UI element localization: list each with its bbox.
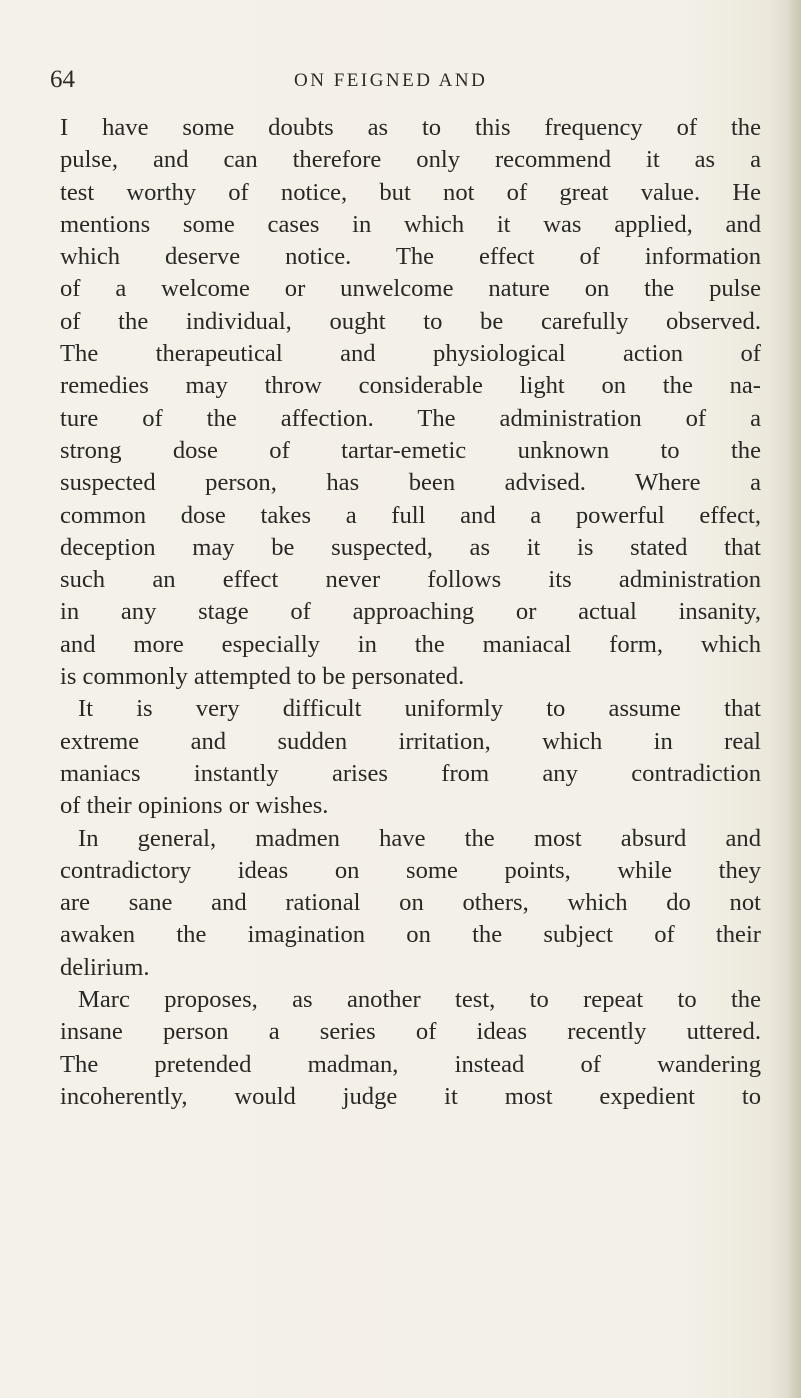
text-line: test worthy of notice, but not of great value. He xyxy=(60,178,761,206)
text-line: incoherently, would judge it most expedient to xyxy=(60,1082,761,1110)
text-line: is commonly attempted to be personated. xyxy=(60,663,465,691)
text-line: which deserve notice. The effect of information xyxy=(60,243,761,271)
running-head: ON FEIGNED AND xyxy=(294,70,488,91)
text-line: remedies may throw considerable light on the na- xyxy=(60,372,761,400)
text-line: common dose takes a full and a powerful effect, xyxy=(60,501,761,529)
body-text xyxy=(60,112,761,1113)
text-line: suspected person, has been advised. Where a xyxy=(60,469,761,497)
text-line: ture of the affection. The administration of a xyxy=(60,404,761,432)
text-line: delirium. xyxy=(60,953,150,981)
text-line: deception may be suspected, as it is stated that xyxy=(60,533,761,561)
text-line: I have some doubts as to this frequency of the xyxy=(60,114,761,141)
text-line: such an effect never follows its administration xyxy=(60,566,761,594)
text-line: The therapeutical and physiological action of xyxy=(60,340,761,368)
text-line: of the individual, ought to be carefully observed. xyxy=(60,307,761,335)
text-line: are sane and rational on others, which do not xyxy=(60,889,761,917)
text-line: In general, madmen have the most absurd and xyxy=(78,824,761,852)
text-line: awaken the imagination on the subject of their xyxy=(60,921,761,949)
text-line: extreme and sudden irritation, which in real xyxy=(60,727,761,755)
text-line: in any stage of approaching or actual insanity, xyxy=(60,598,761,626)
text-line: contradictory ideas on some points, while they xyxy=(60,856,761,884)
text-line: It is very difficult uniformly to assume that xyxy=(78,695,761,723)
text-line: pulse, and can therefore only recommend it as a xyxy=(60,146,761,174)
text-line: of a welcome or unwelcome nature on the pulse xyxy=(60,275,761,303)
page-edge-shadow xyxy=(787,0,801,1398)
text-line: The pretended madman, instead of wandering xyxy=(60,1050,761,1078)
text-line: Marc proposes, as another test, to repeat to the xyxy=(78,986,761,1014)
text-line: of their opinions or wishes. xyxy=(60,792,329,820)
page-number: 64 xyxy=(50,66,75,93)
page-header xyxy=(50,66,770,106)
text-line: strong dose of tartar-emetic unknown to the xyxy=(60,436,761,464)
text-line: insane person a series of ideas recently uttered. xyxy=(60,1018,761,1046)
text-line: maniacs instantly arises from any contradiction xyxy=(60,759,761,787)
text-line: mentions some cases in which it was applied, and xyxy=(60,210,761,238)
text-line: and more especially in the maniacal form, which xyxy=(60,630,761,658)
